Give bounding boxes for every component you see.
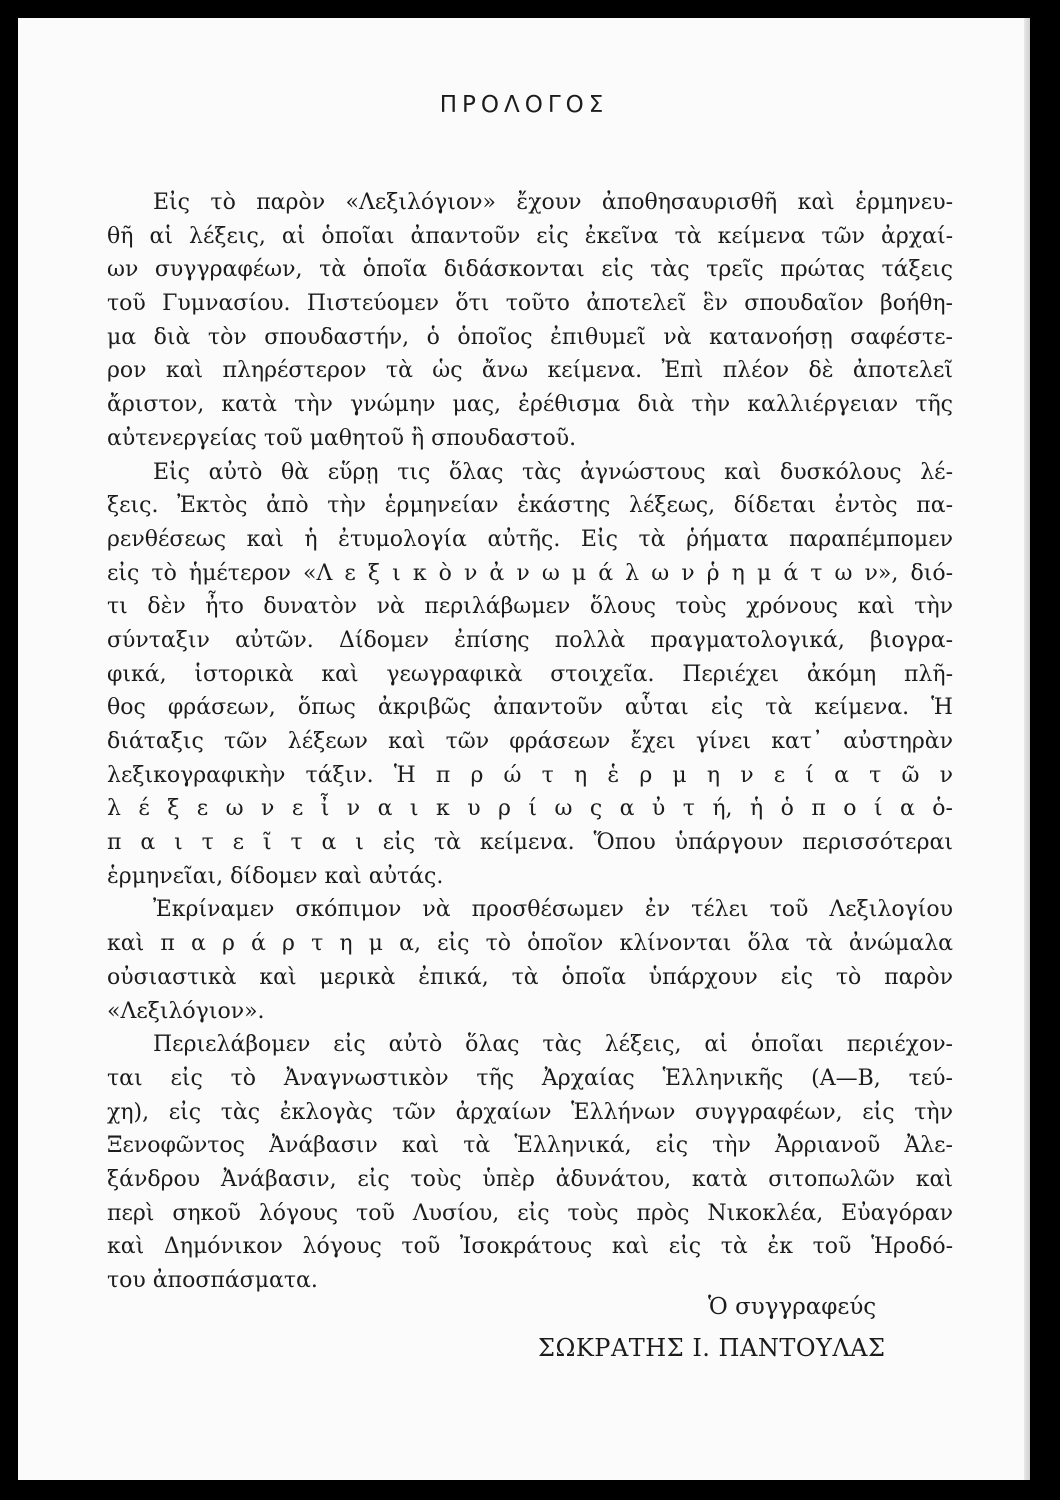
text-line: ρενθέσεως καὶ ἡ ἐτυμολογία αὐτῆς. Εἰς τὰ ῥήματα παραπέμπομεν (107, 526, 953, 552)
text-line: μα διὰ τὸν σπουδαστήν, ὁ ὁποῖος ἐπιθυμεῖ νὰ κατανοήσῃ σαφέστε- (107, 324, 953, 350)
text-line: ἑρμηνεῖαι, δίδομεν καὶ αὐτάς. (107, 863, 444, 889)
text-line: φικά, ἱστορικὰ καὶ γεωγραφικὰ στοιχεῖα. Περιέχει ἀκόμη πλῆ- (107, 661, 953, 687)
text-line: π α ι τ ε ῖ τ α ι εἰς τὰ κείμενα. Ὅπου ὑπάργουν περισσότεραι (107, 830, 953, 856)
text-line: εἰς τὸ ἡμέτερον «Λ ε ξ ι κ ὸ ν ἀ ν ω μ ά λ ω ν ῥ η μ ά τ ω ν», διό- (107, 560, 953, 586)
text-line: λ έ ξ ε ω ν ε ἶ ν α ι κ υ ρ ί ω ς α ὐ τ ή, ἡ ὁ π ο ί α ὁ- (107, 796, 953, 822)
text-line: χη), εἰς τὰς ἐκλογὰς τῶν ἀρχαίων Ἑλλήνων συγγραφέων, εἰς τὴν (107, 1099, 953, 1125)
text-line: διάταξις τῶν λέξεων καὶ τῶν φράσεων ἔχει γίνει κατ᾿ αὐστηρὰν (107, 729, 953, 754)
signature-role: Ὁ συγγραφεύς (708, 1294, 877, 1320)
text-line: ξάνδρου Ἀνάβασιν, εἰς τοὺς ὑπὲρ ἀδυνάτου, κατὰ σιτοπωλῶν καὶ (107, 1166, 953, 1192)
text-line: ται εἰς τὸ Ἀναγνωστικὸν τῆς Ἀρχαίας Ἑλληνικῆς (Α—Β, τεύ- (107, 1065, 953, 1091)
text-line: Εἰς αὐτὸ θὰ εὕρῃ τις ὅλας τὰς ἀγνώστους καὶ δυσκόλους λέ- (153, 459, 953, 485)
text-line: τι δὲν ἦτο δυνατὸν νὰ περιλάβωμεν ὅλους τοὺς χρόνους καὶ τὴν (107, 594, 953, 620)
text-line: ξεις. Ἐκτὸς ἀπὸ τὴν ἑρμηνείαν ἑκάστης λέξεως, δίδεται ἐντὸς πα- (107, 493, 953, 519)
signature-name: ΣΩΚΡΑΤΗΣ Ι. ΠΑΝΤΟΥΛΑΣ (538, 1334, 886, 1362)
text-line: του ἀποσπάσματα. (107, 1268, 318, 1293)
text-line: θῆ αἱ λέξεις, αἱ ὁποῖαι ἀπαντοῦν εἰς ἐκεῖνα τὰ κείμενα τῶν ἀρχαί- (107, 223, 953, 249)
text-line: ων συγγραφέων, τὰ ὁποῖα διδάσκονται εἰς τὰς τρεῖς πρώτας τάξεις (107, 257, 953, 283)
text-line: Ἐκρίναμεν σκόπιμον νὰ προσθέσωμεν ἐν τέλει τοῦ Λεξιλογίου (153, 897, 953, 923)
text-line: «Λεξιλόγιον». (107, 998, 265, 1024)
text-line: καὶ Δημόνικον λόγους τοῦ Ἰσοκράτους καὶ εἰς τὰ ἐκ τοῦ Ἡροδό- (107, 1234, 953, 1260)
text-line: ρον καὶ πληρέστερον τὰ ὡς ἄνω κείμενα. Ἐπὶ πλέον δὲ ἀποτελεῖ (107, 358, 953, 384)
text-line: Εἰς τὸ παρὸν «Λεξιλόγιον» ἔχουν ἀποθησαυρισθῆ καὶ ἑρμηνευ- (153, 190, 953, 215)
text-line: ἄριστον, κατὰ τὴν γνώμην μας, ἐρέθισμα διὰ τὴν καλλιέργειαν τῆς (107, 392, 953, 418)
text-line: οὐσιαστικὰ καὶ μερικὰ ἐπικά, τὰ ὁποῖα ὑπάρχουν εἰς τὸ παρὸν (107, 964, 953, 990)
preface-body (107, 186, 953, 1298)
text-line: καὶ π α ρ ά ρ τ η μ α, εἰς τὸ ὁποῖον κλίνονται ὅλα τὰ ἀνώμαλα (107, 931, 953, 957)
page-title: ΠΡΟΛΟΓΟΣ (439, 92, 609, 118)
text-line: αὐτενεργείας τοῦ μαθητοῦ ἢ σπουδαστοῦ. (107, 425, 577, 451)
text-line: Περιελάβομεν εἰς αὐτὸ ὅλας τὰς λέξεις, αἱ ὁποῖαι περιέχον- (153, 1032, 953, 1058)
text-line: θος φράσεων, ὅπως ἀκριβῶς ἀπαντοῦν αὗται εἰς τὰ κείμενα. Ἡ (107, 695, 953, 721)
page-edge-shadow (1024, 18, 1030, 1480)
text-line: τοῦ Γυμνασίου. Πιστεύομεν ὅτι τοῦτο ἀποτελεῖ ἓν σπουδαῖον βοήθη- (107, 291, 953, 317)
text-line: λεξικογραφικὴν τάξιν. Ἡ π ρ ώ τ η ἑ ρ μ η ν ε ί α τ ῶ ν (107, 762, 953, 788)
text-line: Ξενοφῶντος Ἀνάβασιν καὶ τὰ Ἑλληνικά, εἰς τὴν Ἀρριανοῦ Ἀλε- (107, 1133, 953, 1159)
text-line: σύνταξιν αὐτῶν. Δίδομεν ἐπίσης πολλὰ πραγματολογικά, βιογρα- (107, 627, 953, 653)
text-line: περὶ σηκοῦ λόγους τοῦ Λυσίου, εἰς τοὺς πρὸς Νικοκλέα, Εὐαγόραν (107, 1200, 953, 1226)
book-page (18, 18, 1030, 1480)
